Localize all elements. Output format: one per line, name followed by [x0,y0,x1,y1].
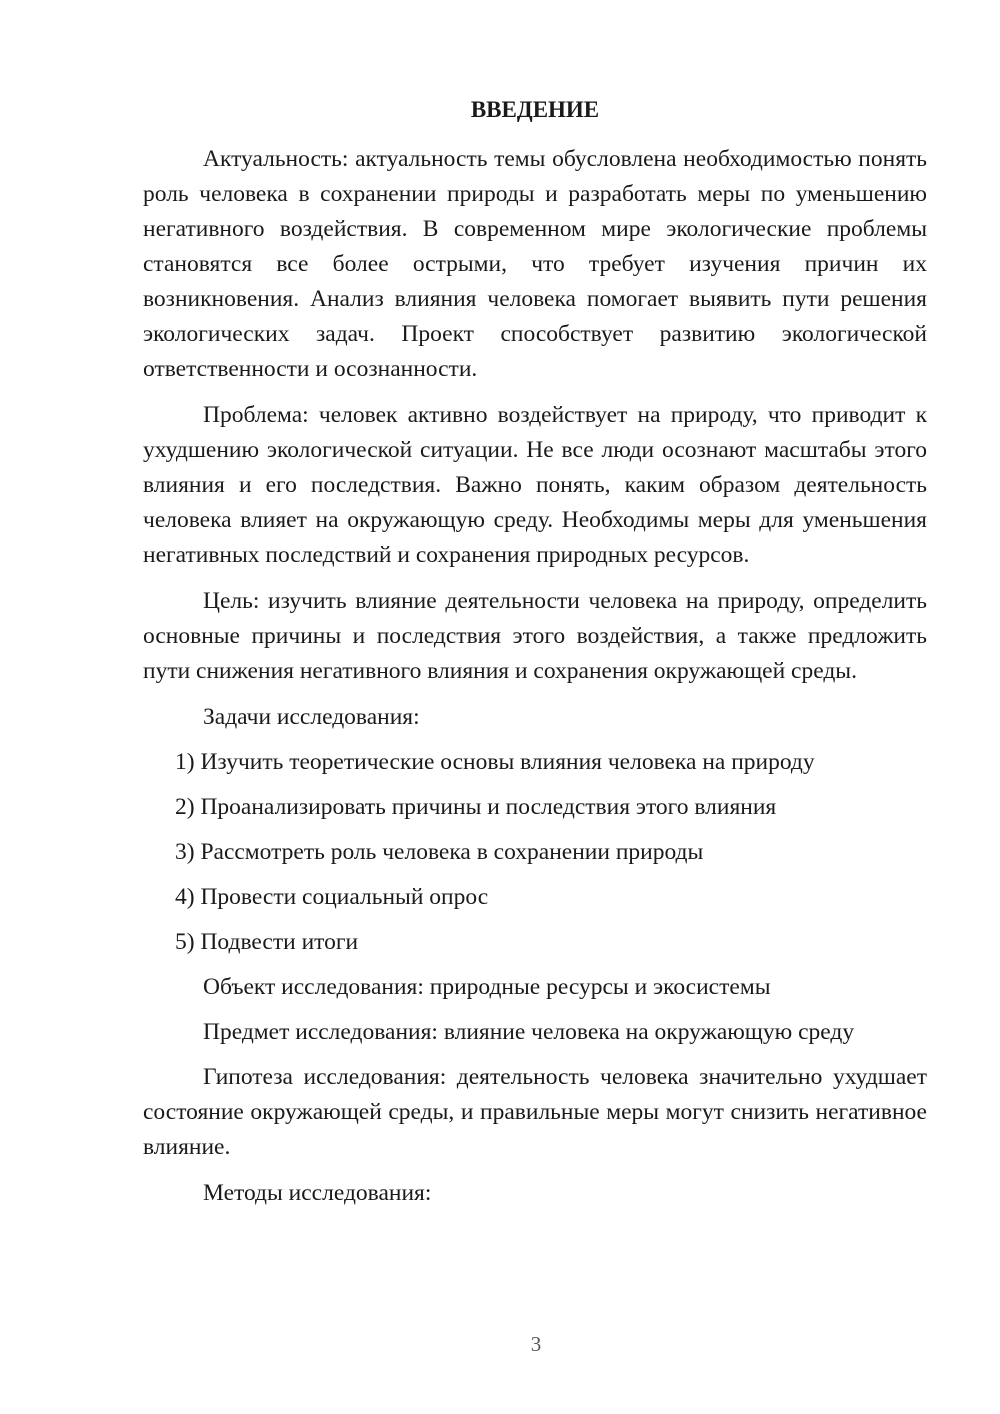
page-title: ВВЕДЕНИЕ [470,97,600,122]
list-item: 3) Рассмотреть роль человека в сохранении природы [175,839,704,865]
paragraph-goal: Цель: изучить влияние деятельности человека на природу, определить основные причины и последствия этого воздействия, а также предложить пути снижения негативного влияния и сохранения окружающей среды. [143,588,927,684]
methods-heading: Методы исследования: [203,1180,432,1206]
list-item: 4) Провести социальный опрос [175,884,489,910]
paragraph-problem: Проблема: человек активно воздействует на природу, что приводит к ухудшению экологической ситуации. Не все люди осознают масштабы этого влияния и его последствия. Важно понять, каким образом деятельность человека влияет на окружающую среду. Необходимы меры для уменьшения негативных последствий и сохранения природных ресурсов. [143,402,927,568]
paragraph-hypothesis: Гипотеза исследования: деятельность человека значительно ухудшает состояние окружающей среды, и правильные меры могут снизить негативное влияние. [143,1064,927,1160]
paragraph-object: Объект исследования: природные ресурсы и экосистемы [203,974,771,1000]
paragraph-subject: Предмет исследования: влияние человека на окружающую среду [203,1019,855,1045]
list-item: 1) Изучить теоретические основы влияния человека на природу [175,749,815,775]
page-number: 3 [530,1332,542,1356]
tasks-heading: Задачи исследования: [203,704,420,730]
tasks-list [143,745,927,960]
list-item: 5) Подвести итоги [175,929,359,955]
list-item: 2) Проанализировать причины и последствия этого влияния [175,794,777,820]
paragraph-relevance: Актуальность: актуальность темы обусловлена необходимостью понять роль человека в сохранении природы и разработать меры по уменьшению негативного воздействия. В современном мире экологические проблемы становятся все более острыми, что требует изучения причин их возникновения. Анализ влияния человека помогает выявить пути решения экологических задач. Проект способствует развитию экологической ответственности и осознанности. [143,146,927,382]
document-page [143,92,927,1221]
